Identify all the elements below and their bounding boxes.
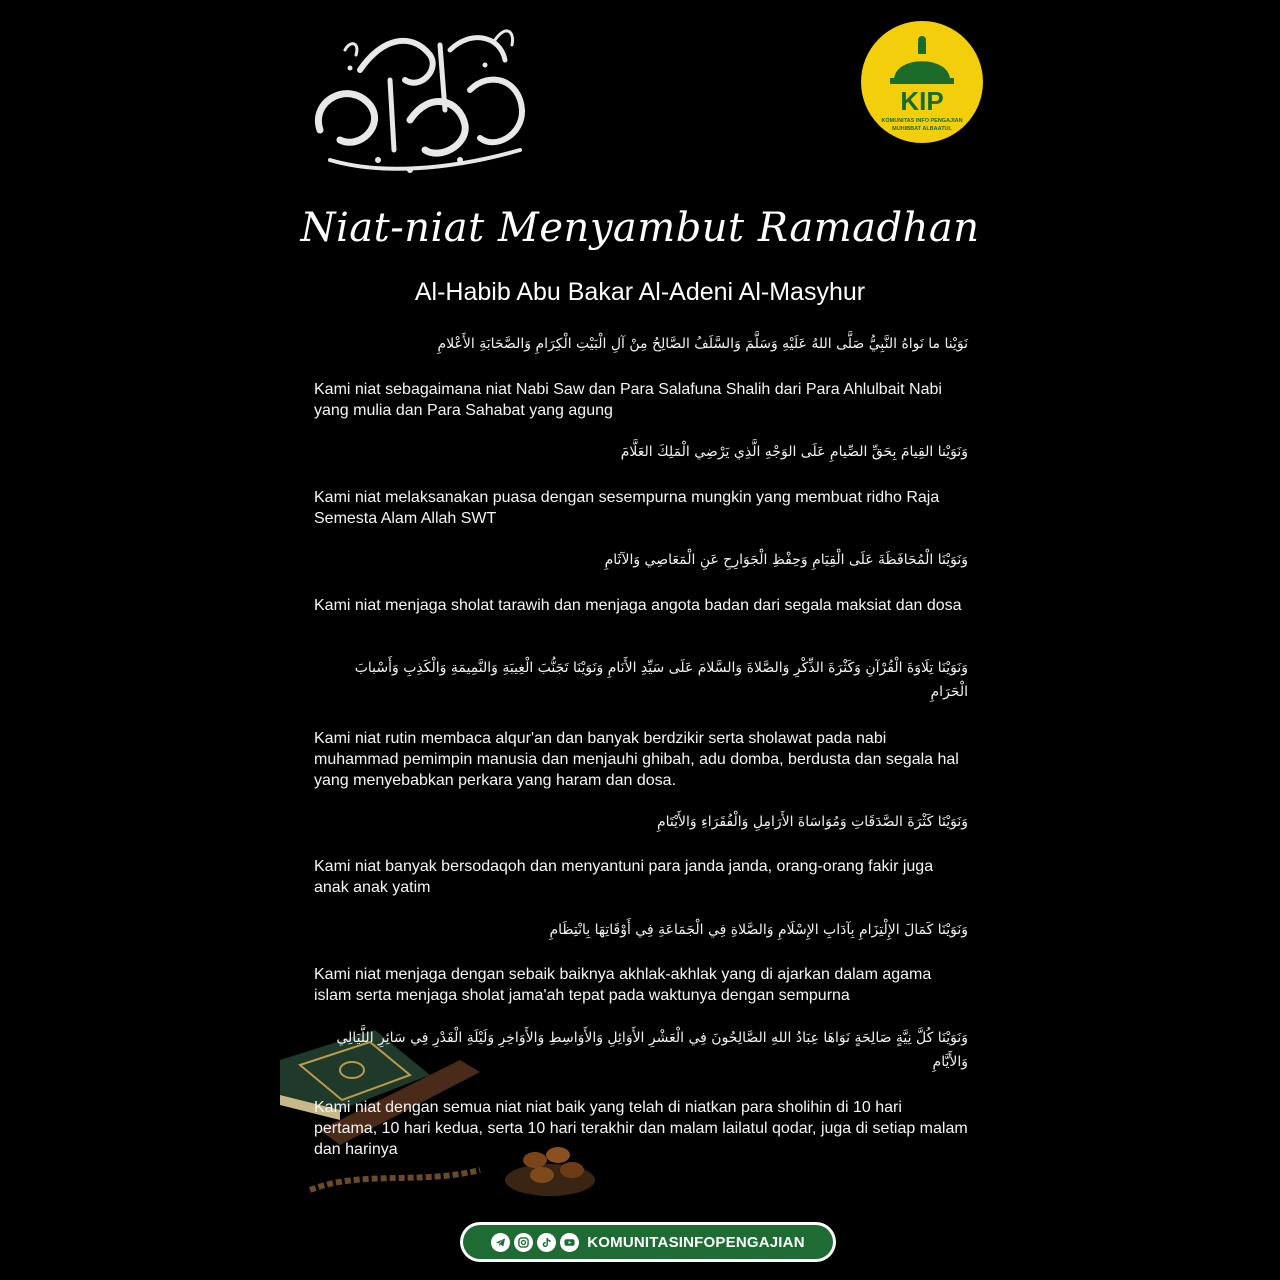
social-footer[interactable] xyxy=(460,1222,836,1262)
page-title: Niat-niat Menyambut Ramadhan xyxy=(300,205,980,251)
tiktok-icon[interactable] xyxy=(537,1233,556,1252)
niat-7-arabic: وَنَوَيْنَا كُلَّ نِيَّةٍ صَالِحَةٍ نَوَاهَا عِبَادُ اللهِ الصَّالِحُونَ فِي الْعَشْرِ الأَوَائِلِ وَالأَوَاسِطِ وَالأَوَاخِرِ وَلَيْلَةِ الْقَدْرِ فِي سَائِرِ اللَّيَالِي وَالأَيَّامِ xyxy=(336,1030,968,1070)
poster xyxy=(280,0,1000,1280)
niat-3-arabic: وَنَوَيْنَا الْمُحَافَظَةَ عَلَى الْقِيَامِ وَحِفْظِ الْجَوَارِحِ عَنِ الْمَعَاصِي وَالآثَامِ xyxy=(604,552,968,568)
niat-5-translation: Kami niat banyak bersodaqoh dan menyantuni para janda janda, orang-orang fakir juga anak anak yatim xyxy=(314,858,934,896)
niat-6-arabic: وَنَوَيْنَا كَمَالَ الإِلْتِزَامِ بِآدَابِ الإِسْلَامِ وَالصَّلاةِ فِي الْجَمَاعَةِ فِي أَوْقَاتِهَا بِانْتِظَامِ xyxy=(549,922,968,938)
youtube-icon[interactable] xyxy=(560,1233,579,1252)
niat-2-arabic: وَنَوَيْنا القِيامَ بِحَقِّ الصِّيامِ عَلَى الوَجْهِ الَّذِي يَرْضِي الْمَلِكَ العَلَّامَ xyxy=(620,444,968,460)
niat-7-translation: Kami niat dengan semua niat niat baik yang telah di niatkan para sholihin di 10 hari pertama, 10 hari kedua, serta 10 hari terakhir dan malam lailatul qodar, juga di setiap malam dan harinya xyxy=(314,1099,968,1158)
svg-text:KOMUNITAS INFO PENGAJIAN: KOMUNITAS INFO PENGAJIAN xyxy=(881,118,963,124)
niat-2-translation: Kami niat melaksanakan puasa dengan sesempurna mungkin yang membuat ridho Raja Semesta Alam Allah SWT xyxy=(314,489,940,527)
svg-text:MUHIBBAT ALBAATUL: MUHIBBAT ALBAATUL xyxy=(892,126,952,132)
niat-1-arabic: نَوَيْنا ما نَواهُ النَّبِيُّ صَلَّى اللهُ عَلَيْهِ وَسَلَّمَ وَالسَّلَفُ الصَّالِحُ مِنْ آلِ الْبَيْتِ الْكِرَامِ وَالصَّحَابَةِ الأَعْلامِ xyxy=(437,336,968,352)
niat-4-arabic: وَنَوَيْنَا تِلَاوَةَ الْقُرْآنِ وَكَثْرَةَ الذِّكْرِ وَالصَّلاةَ وَالسَّلامَ عَلَى سَيِّدِ الأَنَامِ وَنَوَيْنَا تَجَنُّبَ الْغِيبَةِ وَالنَّمِيمَةِ وَالْكَذِبِ وَأَسْبابَ الْحَرَامِ xyxy=(354,660,968,700)
social-handle[interactable]: KOMUNITASINFOPENGAJIAN xyxy=(587,1233,805,1251)
page-subtitle: Al-Habib Abu Bakar Al-Adeni Al-Masyhur xyxy=(414,278,866,306)
instagram-icon[interactable] xyxy=(514,1233,533,1252)
niat-4-translation: Kami niat rutin membaca alqur'an dan banyak berdzikir serta sholawat pada nabi muhammad pemimpin manusia dan menjauhi ghibah, adu domba, berdusta dan segala hal yang menyebabkan perkara yang haram dan dosa. xyxy=(314,730,959,789)
niat-3-translation: Kami niat menjaga sholat tarawih dan menjaga angota badan dari segala maksiat dan dosa xyxy=(314,597,962,614)
niat-1-translation: Kami niat sebagaimana niat Nabi Saw dan Para Salafuna Shalih dari Para Ahlulbait Nabi yang mulia dan Para Sahabat yang agung xyxy=(314,381,942,419)
niat-6-translation: Kami niat menjaga dengan sebaik baiknya akhlak-akhlak yang di ajarkan dalam agama islam serta menjaga sholat jama'ah tepat pada waktunya dengan sempurna xyxy=(314,966,932,1004)
ramadan-calligraphy xyxy=(290,10,540,190)
niat-5-arabic: وَنَوَيْنَا كَثْرَةَ الصَّدَقَاتِ وَمُوَاسَاةَ الأَرَامِلِ وَالْفُقَرَاءِ وَالأَيْتَامِ xyxy=(656,814,968,830)
kip-logo xyxy=(860,20,984,144)
telegram-icon[interactable] xyxy=(491,1233,510,1252)
svg-text:KIP: KIP xyxy=(900,86,944,116)
